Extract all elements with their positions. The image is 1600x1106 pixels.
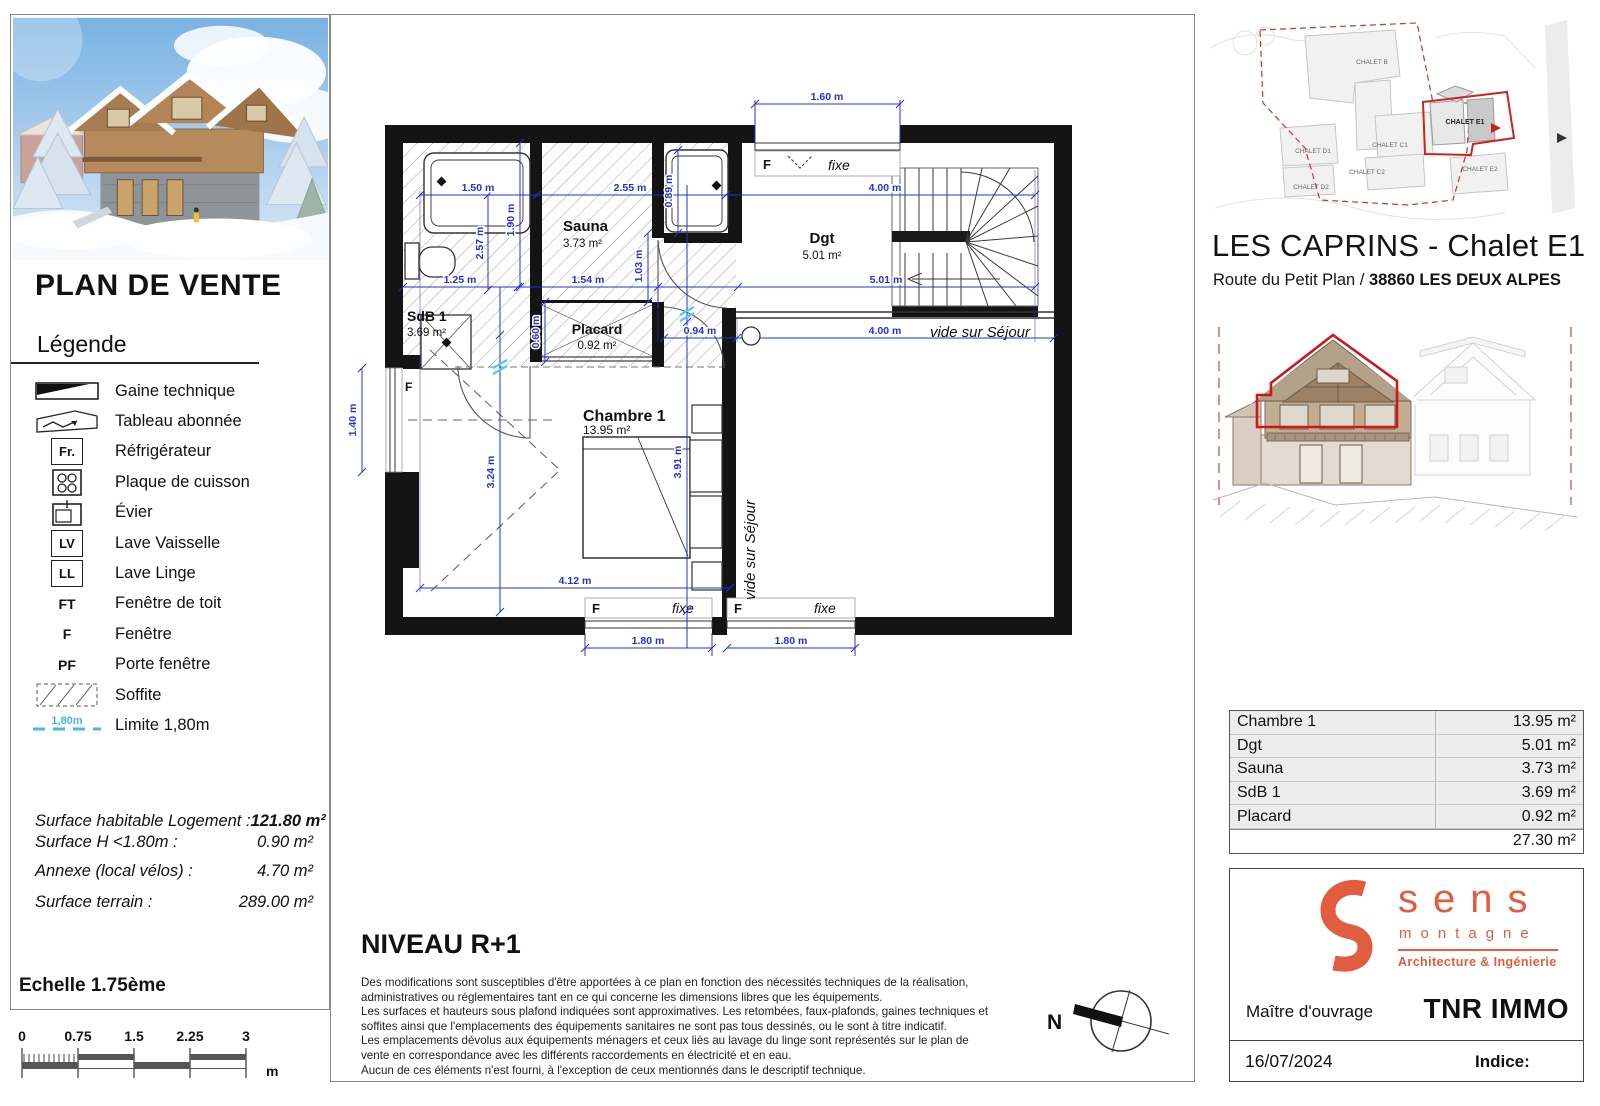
- vide-sur-sejour-label-v: vide sur Séjour: [741, 499, 759, 600]
- svg-text:CHALET C2: CHALET C2: [1349, 169, 1385, 176]
- room-placard-label: Placard: [571, 320, 622, 337]
- site-road: [1545, 20, 1575, 214]
- legend-label: Tableau abonnée: [115, 412, 242, 431]
- site-plan: [1205, 8, 1585, 220]
- annexe-row: Annexe (local vélos) : 4.70 m²: [35, 862, 313, 880]
- room-sauna-label: Sauna: [562, 217, 608, 235]
- legend-item-refrigerateur: [27, 437, 319, 467]
- svg-text:13.95 m²: 13.95 m²: [582, 422, 630, 437]
- disclaimer-text: Des modifications sont susceptibles d'être apportées à ce plan en fonction des nécessités techniques de la réalisation, administratives ou réglementaires tant en ce qui concerne les dimensions libres que les équipements. Les surfaces et hauteurs sous plafond indiquées sont approximatives. Les retombées, faux-plafonds, gaines techniques et soffites ainsi que l'emplacements des équipements sanitaires ne sont pas tous dessinés, ou le sont à titre indicatif. Les emplacements dévolus aux équipements ménagers et ceux liés au lavage du linge sont représentés sur le plan de vente en correspondance avec les différents raccordements en électricité et en eau. Aucun de ces éléments n'est fourni, à l'exception de ceux mentionnés dans le descriptif technique.: [361, 976, 989, 1077]
- svg-text:F: F: [733, 600, 742, 616]
- svg-text:5.01 m²: 5.01 m²: [802, 249, 841, 262]
- room-chambre-label: Chambre 1: [582, 407, 666, 425]
- brand-name: sens: [1398, 877, 1543, 921]
- left-panel: [10, 14, 330, 1010]
- project-title: LES CAPRINS - Chalet E1: [1212, 228, 1586, 263]
- north-letter: N: [1047, 1011, 1063, 1034]
- svg-text:1.80 m: 1.80 m: [631, 634, 664, 647]
- plaque-cuisson-icon: [27, 469, 107, 496]
- svg-text:CHALET C1: CHALET C1: [1372, 142, 1408, 149]
- gaine-technique-icon: [27, 382, 107, 400]
- svg-text:1.25 m: 1.25 m: [443, 273, 476, 286]
- tableau-abonnee-icon: [27, 409, 107, 435]
- svg-text:3.69 m²: 3.69 m²: [406, 326, 446, 339]
- svg-text:CHALET E2: CHALET E2: [1462, 166, 1498, 173]
- surfaces-block: [35, 811, 326, 913]
- svg-text:0.89 m: 0.89 m: [662, 174, 675, 207]
- table-row: Chambre 1 13.95 m²: [1230, 711, 1583, 735]
- north-needle: [1073, 1004, 1123, 1027]
- level-title: NIVEAU R+1: [361, 929, 521, 959]
- svg-text:1.80 m: 1.80 m: [774, 634, 807, 647]
- evier-icon: [27, 499, 107, 526]
- svg-text:1.40 m: 1.40 m: [346, 403, 359, 436]
- table-row: SdB 1 3.69 m²: [1230, 782, 1583, 806]
- legend-list: [27, 376, 319, 741]
- svg-text:1.03 m: 1.03 m: [632, 249, 645, 282]
- owner-name: TNR IMMO: [1423, 993, 1569, 1024]
- vide-sur-sejour-label-h: vide sur Séjour: [929, 323, 1030, 341]
- svg-text:F: F: [762, 156, 771, 172]
- elevation-drawing: [1205, 305, 1585, 645]
- svg-text:1,80m: 1,80m: [51, 715, 83, 728]
- legend-label: Évier: [115, 503, 153, 522]
- north-compass: [1031, 957, 1181, 1077]
- legend-label: Lave Linge: [115, 564, 196, 583]
- svg-text:fixe: fixe: [813, 599, 836, 616]
- legend-item-limite-180: [27, 710, 319, 740]
- svg-text:3.73 m²: 3.73 m²: [562, 237, 602, 250]
- brand-tagline: Architecture & Ingénierie: [1398, 955, 1557, 969]
- refrigerateur-icon: Fr.: [27, 438, 107, 465]
- svg-text:0.60 m: 0.60 m: [529, 315, 542, 348]
- svg-text:CHALET B: CHALET B: [1356, 59, 1388, 66]
- soffite-icon: [27, 683, 107, 707]
- svg-text:m: m: [266, 1063, 279, 1079]
- legend-label: Fenêtre de toit: [115, 594, 222, 613]
- svg-text:1.90 m: 1.90 m: [504, 203, 517, 236]
- svg-text:2.57 m: 2.57 m: [473, 226, 486, 259]
- legend-item-soffite: [27, 680, 319, 710]
- brand-subname: montagne: [1399, 925, 1538, 942]
- title-block: [1229, 868, 1584, 1082]
- scale-title: Echelle 1.75ème: [19, 975, 166, 996]
- legend-item-fenetre: [27, 619, 319, 649]
- svg-text:F: F: [591, 600, 600, 616]
- project-address: [1213, 271, 1561, 290]
- surface-habitable-row: Surface habitable Logement : 121.80 m²: [35, 812, 326, 830]
- elevation-main-chalet: [1225, 335, 1417, 485]
- svg-text:CHALET D2: CHALET D2: [1293, 184, 1329, 191]
- legend-label: Fenêtre: [115, 624, 172, 643]
- brand-divider: [1398, 949, 1558, 951]
- legend-item-gaine-technique: [27, 376, 319, 406]
- table-row: Sauna 3.73 m²: [1230, 758, 1583, 782]
- svg-text:2.55 m: 2.55 m: [613, 181, 646, 194]
- chalet-photo: [13, 17, 328, 260]
- room-dgt-label: Dgt: [809, 229, 834, 247]
- areas-table: [1229, 710, 1584, 854]
- svg-text:0.94 m: 0.94 m: [683, 324, 716, 337]
- staircase: [892, 168, 1038, 306]
- scale-bar-graphic: [14, 1046, 304, 1096]
- svg-text:fixe: fixe: [671, 599, 694, 616]
- address-street: Route du Petit Plan /: [1213, 271, 1369, 289]
- limite-180-icon: [27, 714, 107, 736]
- svg-text:1.60 m: 1.60 m: [810, 90, 843, 103]
- indice-label: Indice:: [1475, 1052, 1530, 1071]
- legend-item-lave-linge: [27, 558, 319, 588]
- surface-terrain-row: Surface terrain : 289.00 m²: [35, 893, 313, 911]
- legend-label: Réfrigérateur: [115, 442, 212, 461]
- table-row: Dgt 5.01 m²: [1230, 735, 1583, 759]
- svg-text:4.00 m: 4.00 m: [868, 181, 901, 194]
- lave-vaisselle-icon: LV: [27, 530, 107, 557]
- svg-text:4.00 m: 4.00 m: [868, 324, 901, 337]
- legend-label: Plaque de cuisson: [115, 472, 250, 491]
- fenetre-toit-icon: FT: [58, 595, 76, 612]
- legend-label: Lave Vaisselle: [115, 533, 221, 552]
- svg-text:5.01 m: 5.01 m: [869, 273, 902, 286]
- svg-text:F: F: [404, 379, 412, 394]
- legend-title: Légende: [37, 331, 127, 357]
- svg-text:3.24 m: 3.24 m: [484, 455, 497, 488]
- table-row: Placard 0.92 m²: [1230, 805, 1583, 829]
- legend-item-evier: [27, 498, 319, 528]
- svg-text:3.91 m: 3.91 m: [671, 445, 684, 478]
- scale-bar: 0 0.75 1.5 2.25 3 m: [14, 1028, 304, 1098]
- svg-text:4.12 m: 4.12 m: [558, 574, 591, 587]
- room-sdb-label: SdB 1: [406, 307, 447, 324]
- legend-label: Gaine technique: [115, 381, 236, 400]
- legend-label: Porte fenêtre: [115, 655, 211, 674]
- plan-date: 16/07/2024: [1245, 1051, 1333, 1071]
- elevation-ghost-chalet: [1410, 337, 1535, 475]
- owner-role-label: Maître d'ouvrage: [1246, 1002, 1374, 1021]
- svg-text:0.92 m²: 0.92 m²: [577, 339, 616, 352]
- porte-fenetre-icon: PF: [58, 656, 76, 673]
- legend-item-tableau-abonnee: [27, 406, 319, 436]
- column-symbol: [742, 327, 760, 345]
- svg-text:1.50 m: 1.50 m: [461, 181, 494, 194]
- floor-plan-drawing: [330, 14, 1195, 924]
- sens-logo-icon: [1318, 879, 1376, 975]
- floor-plan-panel: [330, 14, 1195, 1082]
- legend-label: Soffite: [115, 685, 162, 704]
- legend-item-porte-fenetre: [27, 650, 319, 680]
- legend-item-lave-vaisselle: [27, 528, 319, 558]
- svg-text:CHALET E1: CHALET E1: [1445, 119, 1485, 126]
- legend-label: Limite 1,80m: [115, 715, 210, 734]
- surface-h180-row: Surface H <1.80m : 0.90 m²: [35, 833, 313, 851]
- address-city: 38860 LES DEUX ALPES: [1368, 271, 1561, 289]
- legend-item-plaque-cuisson: [27, 467, 319, 497]
- legend-item-fenetre-toit: [27, 589, 319, 619]
- lave-linge-icon: LL: [27, 560, 107, 587]
- page-title: PLAN DE VENTE: [35, 269, 282, 302]
- svg-text:fixe: fixe: [827, 156, 850, 173]
- ground-hatch: [1220, 501, 1565, 531]
- svg-text:CHALET D1: CHALET D1: [1295, 148, 1331, 155]
- fenetre-icon: F: [62, 626, 72, 643]
- stamp-divider: [1230, 1040, 1583, 1041]
- table-total-row: 27.30 m²: [1230, 829, 1583, 853]
- legend-rule: [11, 362, 259, 364]
- svg-text:1.54 m: 1.54 m: [571, 273, 604, 286]
